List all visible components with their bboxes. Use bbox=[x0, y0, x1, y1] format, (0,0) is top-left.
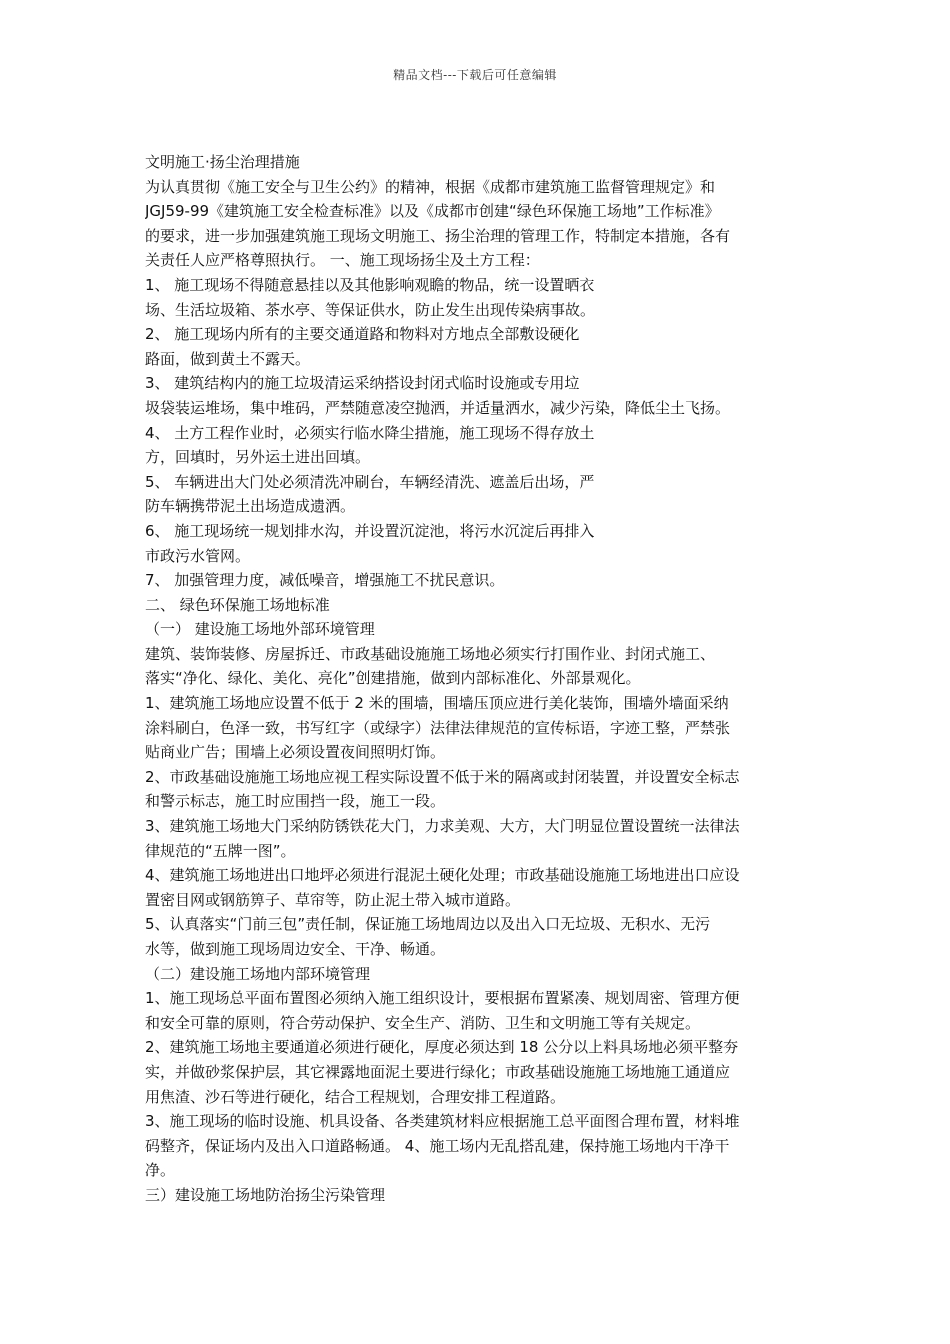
page-header: 精品文档---下载后可任意编辑 bbox=[393, 68, 557, 82]
subsection-heading: 三）建设施工场地防治扬尘污染管理 bbox=[145, 1185, 386, 1204]
text-line: 3、 建筑结构内的施工垃圾清运采纳搭设封闭式临时设施或专用垃 bbox=[145, 374, 580, 393]
text-line: 3、施工现场的临时设施、机具设备、各类建筑材料应根据施工总平面图合理布置，材料堆 bbox=[145, 1112, 740, 1131]
text-line: 码整齐，保证场内及出入口道路畅通。 4、施工场内无乱搭乱建，保持施工场地内干净干 bbox=[145, 1136, 730, 1155]
text-line: 落实“净化、绿化、美化、亮化”创建措施，做到内部标准化、外部景观化。 bbox=[145, 669, 641, 688]
text-line: 5、认真落实“门前三包”责任制，保证施工场地周边以及出入口无垃圾、无积水、无污 bbox=[145, 915, 711, 934]
text-line: 3、建筑施工场地大门采纳防锈铁花大门，力求美观、大方，大门明显位置设置统一法律法 bbox=[145, 817, 740, 836]
text-line: 净。 bbox=[145, 1161, 176, 1180]
text-line: 1、施工现场总平面布置图必须纳入施工组织设计，要根据布置紧凑、规划周密、管理方便 bbox=[145, 989, 740, 1008]
text-line: 5、 车辆进出大门处必须清洗冲刷台，车辆经清洗、遮盖后出场，严 bbox=[145, 472, 595, 491]
text-line: 市政污水管网。 bbox=[145, 546, 251, 565]
document-body bbox=[145, 150, 815, 1208]
subsection-heading: （一） 建设施工场地外部环境管理 bbox=[145, 620, 375, 639]
text-line: 水等，做到施工现场周边安全、干净、畅通。 bbox=[145, 940, 446, 958]
text-line: 贴商业广告；围墙上必须设置夜间照明灯饰。 bbox=[145, 743, 446, 762]
text-line: 的要求，进一步加强建筑施工现场文明施工、扬尘治理的管理工作，特制定本措施，各有 bbox=[145, 226, 731, 245]
text-line: 场、生活垃圾箱、茶水亭、等保证供水，防止发生出现传染病事故。 bbox=[145, 300, 596, 319]
text-line: 1、建筑施工场地应设置不低于 2 米的围墙，围墙压顶应进行美化装饰，围墙外墙面采纳 bbox=[145, 694, 729, 713]
text-line: 关责任人应严格尊照执行。 一、施工现场扬尘及土方工程： bbox=[145, 251, 540, 270]
text-line: JGJ59-99《建筑施工安全检查标准》以及《成都市创建“绿色环保施工场地”工作标准》 bbox=[145, 202, 720, 221]
text-line: 4、建筑施工场地进出口地坪必须进行混泥土硬化处理；市政基础设施施工场地进出口应设 bbox=[145, 866, 740, 885]
text-line: 为认真贯彻《施工安全与卫生公约》的精神，根据《成都市建筑施工监督管理规定》和 bbox=[145, 177, 716, 196]
text-line: 1、 施工现场不得随意悬挂以及其他影响观瞻的物品，统一设置晒衣 bbox=[145, 275, 595, 294]
text-line: 和安全可靠的原则，符合劳动保护、安全生产、消防、卫生和文明施工等有关规定。 bbox=[145, 1013, 701, 1032]
text-line: 圾袋装运堆场，集中堆码，严禁随意凌空抛洒，并适量洒水，减少污染，降低尘土飞扬。 bbox=[145, 398, 731, 417]
text-line: 7、 加强管理力度，减低噪音，增强施工不扰民意识。 bbox=[145, 571, 505, 590]
text-line: 涂料刷白，色泽一致，书写红字（或绿字）法律法律规范的宣传标语，字迹工整，严禁张 bbox=[145, 718, 731, 737]
text-line: 4、 土方工程作业时，必须实行临水降尘措施，施工现场不得存放土 bbox=[145, 423, 595, 442]
text-line: 用焦渣、沙石等进行硬化，结合工程规划，合理安排工程道路。 bbox=[145, 1087, 566, 1106]
text-line: 路面，做到黄土不露天。 bbox=[145, 349, 311, 368]
text-line: 置密目网或钢筋箅子、草帘等，防止泥土带入城市道路。 bbox=[145, 890, 521, 909]
text-line: 建筑、装饰装修、房屋拆迁、市政基础设施施工场地必须实行打围作业、封闭式施工、 bbox=[145, 644, 716, 663]
section-heading: 二、 绿色环保施工场地标准 bbox=[145, 595, 330, 614]
text-line: 防车辆携带泥土出场造成遗洒。 bbox=[145, 497, 356, 516]
text-line: 实，并做砂浆保护层，其它裸露地面泥土要进行绿化；市政基础设施施工场地施工通道应 bbox=[145, 1062, 731, 1081]
subsection-heading: （二）建设施工场地内部环境管理 bbox=[145, 964, 371, 983]
document-title: 文明施工·扬尘治理措施 bbox=[145, 153, 300, 171]
text-line: 6、 施工现场统一规划排水沟，并设置沉淀池，将污水沉淀后再排入 bbox=[145, 521, 595, 540]
text-line: 律规范的“五牌一图”。 bbox=[145, 841, 296, 860]
text-line: 和警示标志，施工时应围挡一段，施工一段。 bbox=[145, 792, 446, 811]
text-line: 2、市政基础设施施工场地应视工程实际设置不低于米的隔离或封闭装置，并设置安全标志 bbox=[145, 767, 740, 786]
text-line: 2、建筑施工场地主要通道必须进行硬化，厚度必须达到 18 公分以上料具场地必须平整夯 bbox=[145, 1038, 739, 1057]
text-line: 2、 施工现场内所有的主要交通道路和物料对方地点全部敷设硬化 bbox=[145, 325, 580, 344]
text-line: 方，回填时，另外运土进出回填。 bbox=[145, 448, 371, 467]
